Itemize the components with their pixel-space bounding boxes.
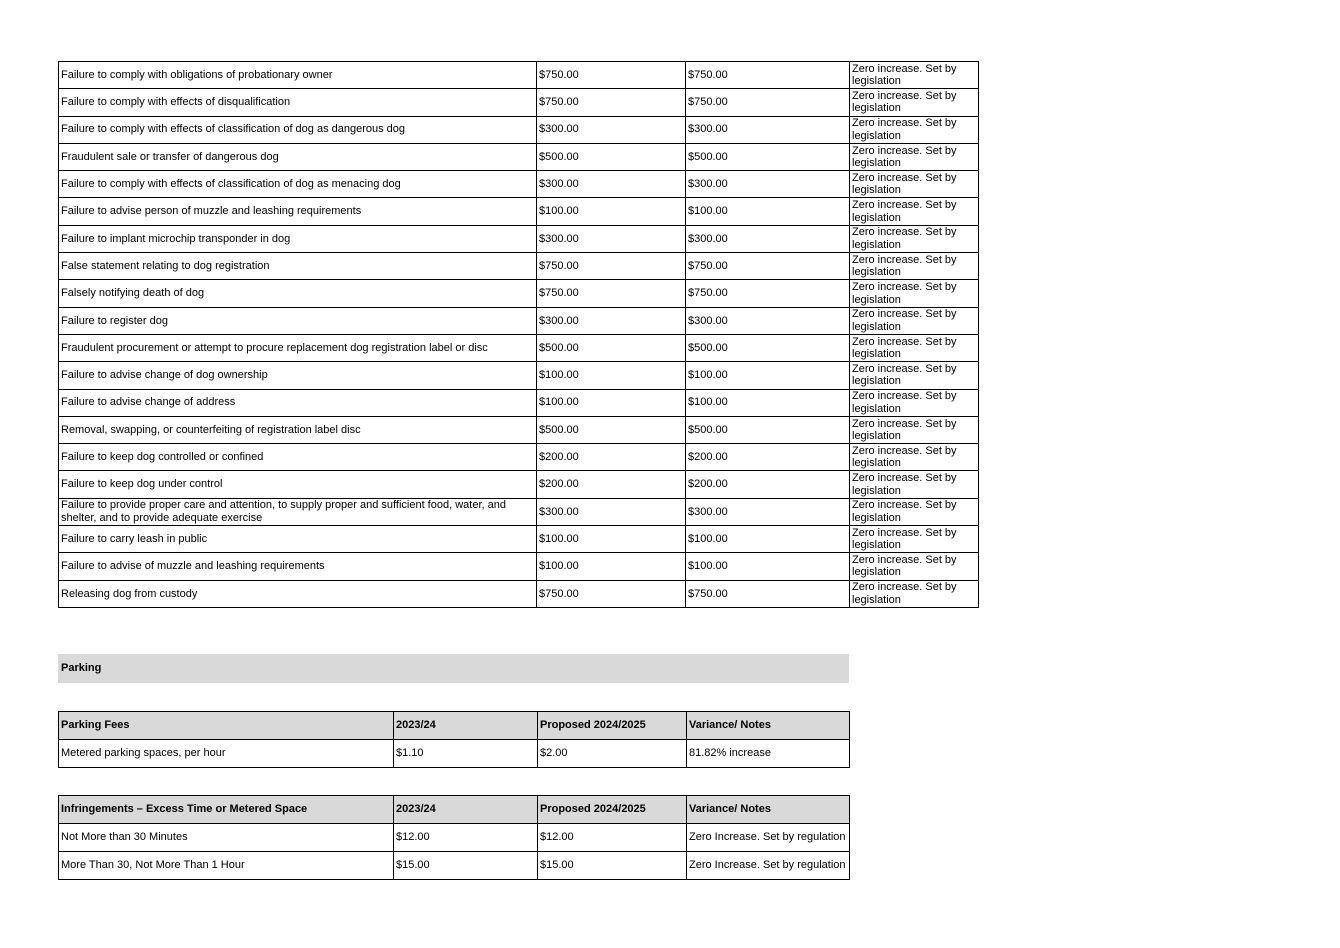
table-cell: $12.00	[538, 824, 687, 852]
offence-cell: Failure to keep dog under control	[59, 471, 537, 498]
notes-cell: Zero increase. Set by legislation	[850, 116, 979, 143]
fee-2023-24-cell: $500.00	[537, 143, 686, 170]
column-header: Variance/ Notes	[687, 712, 850, 740]
proposed-fee-cell: $100.00	[686, 526, 850, 553]
dog-offences-body	[59, 62, 979, 608]
table-row	[59, 198, 979, 225]
table-row	[59, 62, 979, 89]
fee-2023-24-cell: $500.00	[537, 334, 686, 361]
fee-2023-24-cell: $100.00	[537, 553, 686, 580]
fee-2023-24-cell: $100.00	[537, 362, 686, 389]
table-cell: $15.00	[538, 852, 687, 880]
fee-2023-24-cell: $100.00	[537, 526, 686, 553]
offence-cell: Failure to advise person of muzzle and leashing requirements	[59, 198, 537, 225]
fee-2023-24-cell: $750.00	[537, 89, 686, 116]
table-row	[59, 444, 979, 471]
proposed-fee-cell: $200.00	[686, 444, 850, 471]
table-cell: Zero Increase. Set by regulation	[687, 852, 850, 880]
table-cell: Metered parking spaces, per hour	[59, 740, 394, 768]
proposed-fee-cell: $100.00	[686, 553, 850, 580]
notes-cell: Zero increase. Set by legislation	[850, 171, 979, 198]
offence-cell: Failure to provide proper care and attention, to supply proper and sufficient food, water, and shelter, and to provide adequate exercise	[59, 498, 537, 525]
notes-cell: Zero increase. Set by legislation	[850, 416, 979, 443]
table-row	[59, 852, 850, 880]
fee-2023-24-cell: $750.00	[537, 580, 686, 607]
fee-2023-24-cell: $300.00	[537, 116, 686, 143]
parking-fees-body	[59, 712, 850, 768]
offence-cell: Removal, swapping, or counterfeiting of registration label disc	[59, 416, 537, 443]
table-row	[59, 225, 979, 252]
table-cell: $1.10	[394, 740, 538, 768]
column-header: Variance/ Notes	[687, 796, 850, 824]
proposed-fee-cell: $100.00	[686, 362, 850, 389]
table-row	[59, 389, 979, 416]
table-row	[59, 526, 979, 553]
proposed-fee-cell: $300.00	[686, 307, 850, 334]
fee-2023-24-cell: $200.00	[537, 471, 686, 498]
notes-cell: Zero increase. Set by legislation	[850, 471, 979, 498]
infringements-body	[59, 796, 850, 880]
table-row	[59, 253, 979, 280]
offence-cell: Failure to comply with effects of classification of dog as dangerous dog	[59, 116, 537, 143]
column-header: 2023/24	[394, 796, 538, 824]
offence-cell: Failure to comply with effects of disqualification	[59, 89, 537, 116]
offence-cell: Fraudulent procurement or attempt to procure replacement dog registration label or disc	[59, 334, 537, 361]
dog-offences-table	[58, 61, 979, 608]
table-row	[59, 580, 979, 607]
table-row	[59, 89, 979, 116]
offence-cell: Failure to register dog	[59, 307, 537, 334]
offence-cell: Failure to keep dog controlled or confined	[59, 444, 537, 471]
offence-cell: Failure to advise change of dog ownership	[59, 362, 537, 389]
table-row	[59, 471, 979, 498]
table-row	[59, 416, 979, 443]
notes-cell: Zero increase. Set by legislation	[850, 553, 979, 580]
notes-cell: Zero increase. Set by legislation	[850, 444, 979, 471]
notes-cell: Zero increase. Set by legislation	[850, 225, 979, 252]
table-header-row	[59, 796, 850, 824]
proposed-fee-cell: $500.00	[686, 416, 850, 443]
fee-2023-24-cell: $200.00	[537, 444, 686, 471]
proposed-fee-cell: $750.00	[686, 280, 850, 307]
proposed-fee-cell: $500.00	[686, 143, 850, 170]
fee-2023-24-cell: $300.00	[537, 225, 686, 252]
table-row	[59, 171, 979, 198]
proposed-fee-cell: $750.00	[686, 89, 850, 116]
notes-cell: Zero increase. Set by legislation	[850, 198, 979, 225]
proposed-fee-cell: $300.00	[686, 116, 850, 143]
offence-cell: Failure to comply with effects of classification of dog as menacing dog	[59, 171, 537, 198]
notes-cell: Zero increase. Set by legislation	[850, 526, 979, 553]
table-row	[59, 116, 979, 143]
offence-cell: Failure to implant microchip transponder in dog	[59, 225, 537, 252]
table-row	[59, 740, 850, 768]
table-cell: Not More than 30 Minutes	[59, 824, 394, 852]
notes-cell: Zero increase. Set by legislation	[850, 307, 979, 334]
notes-cell: Zero increase. Set by legislation	[850, 143, 979, 170]
infringements-table	[58, 795, 850, 880]
offence-cell: Failure to carry leash in public	[59, 526, 537, 553]
offence-cell: Releasing dog from custody	[59, 580, 537, 607]
table-cell: 81.82% increase	[687, 740, 850, 768]
table-cell: More Than 30, Not More Than 1 Hour	[59, 852, 394, 880]
column-header: Infringements – Excess Time or Metered Space	[59, 796, 394, 824]
fee-2023-24-cell: $500.00	[537, 416, 686, 443]
notes-cell: Zero increase. Set by legislation	[850, 89, 979, 116]
notes-cell: Zero increase. Set by legislation	[850, 253, 979, 280]
table-cell: $12.00	[394, 824, 538, 852]
proposed-fee-cell: $500.00	[686, 334, 850, 361]
table-header-row	[59, 712, 850, 740]
offence-cell: False statement relating to dog registration	[59, 253, 537, 280]
offence-cell: Failure to advise of muzzle and leashing requirements	[59, 553, 537, 580]
notes-cell: Zero increase. Set by legislation	[850, 389, 979, 416]
table-row	[59, 498, 979, 525]
proposed-fee-cell: $750.00	[686, 580, 850, 607]
proposed-fee-cell: $200.00	[686, 471, 850, 498]
column-header: Proposed 2024/2025	[538, 796, 687, 824]
notes-cell: Zero increase. Set by legislation	[850, 498, 979, 525]
parking-fees-table	[58, 711, 850, 768]
proposed-fee-cell: $300.00	[686, 225, 850, 252]
column-header: Proposed 2024/2025	[538, 712, 687, 740]
notes-cell: Zero increase. Set by legislation	[850, 362, 979, 389]
proposed-fee-cell: $100.00	[686, 389, 850, 416]
fee-2023-24-cell: $100.00	[537, 198, 686, 225]
offence-cell: Fraudulent sale or transfer of dangerous dog	[59, 143, 537, 170]
parking-section-heading: Parking	[58, 654, 849, 683]
proposed-fee-cell: $300.00	[686, 498, 850, 525]
offence-cell: Failure to comply with obligations of probationary owner	[59, 62, 537, 89]
fee-2023-24-cell: $750.00	[537, 62, 686, 89]
notes-cell: Zero increase. Set by legislation	[850, 62, 979, 89]
offence-cell: Failure to advise change of address	[59, 389, 537, 416]
proposed-fee-cell: $750.00	[686, 62, 850, 89]
notes-cell: Zero increase. Set by legislation	[850, 280, 979, 307]
fee-2023-24-cell: $750.00	[537, 280, 686, 307]
column-header: Parking Fees	[59, 712, 394, 740]
fee-2023-24-cell: $300.00	[537, 307, 686, 334]
table-row	[59, 553, 979, 580]
table-cell: $15.00	[394, 852, 538, 880]
proposed-fee-cell: $300.00	[686, 171, 850, 198]
table-cell: $2.00	[538, 740, 687, 768]
table-row	[59, 824, 850, 852]
table-row	[59, 280, 979, 307]
table-row	[59, 307, 979, 334]
notes-cell: Zero increase. Set by legislation	[850, 580, 979, 607]
fee-2023-24-cell: $750.00	[537, 253, 686, 280]
table-row	[59, 334, 979, 361]
table-row	[59, 143, 979, 170]
fee-2023-24-cell: $300.00	[537, 171, 686, 198]
proposed-fee-cell: $100.00	[686, 198, 850, 225]
table-row	[59, 362, 979, 389]
table-cell: Zero Increase. Set by regulation	[687, 824, 850, 852]
fee-2023-24-cell: $100.00	[537, 389, 686, 416]
column-header: 2023/24	[394, 712, 538, 740]
proposed-fee-cell: $750.00	[686, 253, 850, 280]
notes-cell: Zero increase. Set by legislation	[850, 334, 979, 361]
offence-cell: Falsely notifying death of dog	[59, 280, 537, 307]
fee-2023-24-cell: $300.00	[537, 498, 686, 525]
